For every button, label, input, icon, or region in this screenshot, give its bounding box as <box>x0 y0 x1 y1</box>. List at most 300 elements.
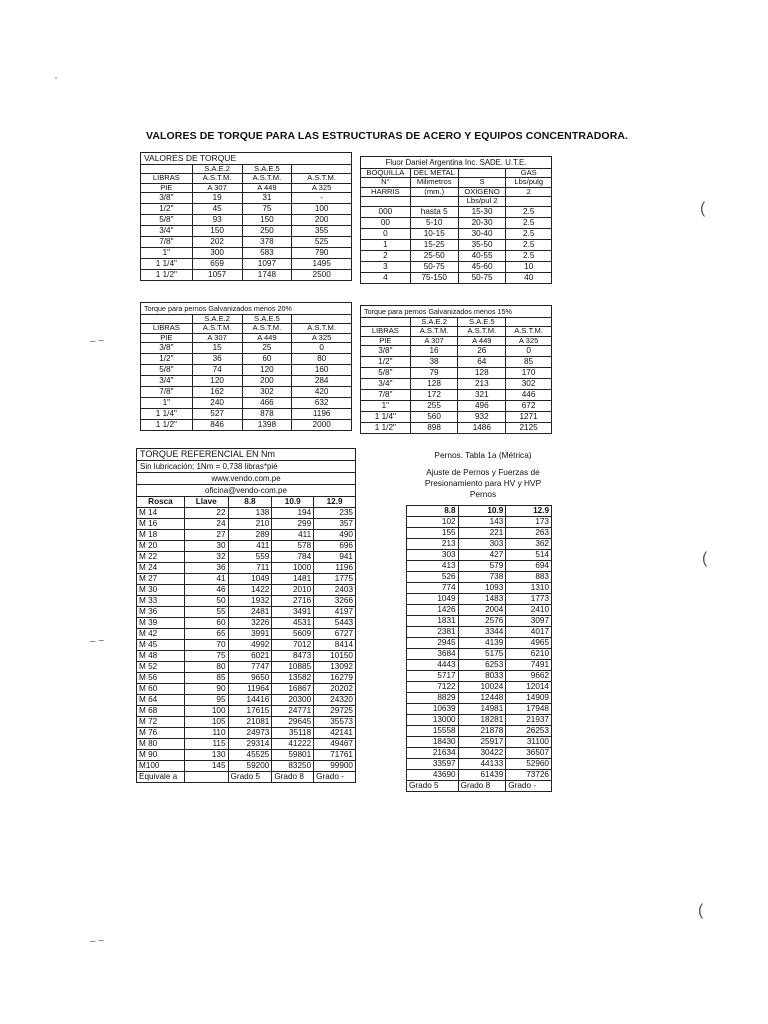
table-cell: 696 <box>314 541 356 552</box>
table-cell: 300 <box>192 248 242 259</box>
header-row <box>137 497 356 508</box>
table-row <box>137 717 356 728</box>
table-cell: 21878 <box>458 726 506 737</box>
table-row <box>407 572 552 583</box>
table-cell: 46 <box>184 585 228 596</box>
table-row <box>361 239 552 250</box>
table-cell: 74 <box>192 365 242 376</box>
table-cell: 172 <box>410 390 458 401</box>
table-cell: 55 <box>184 607 228 618</box>
table-cell: 100 <box>292 204 352 215</box>
header-cell: DEL METAL <box>410 169 458 178</box>
torque-reference-nm-table <box>136 496 356 783</box>
lubrication-note: Sin lubricación; 1Nm = 0,738 libras*pié <box>136 460 356 472</box>
header-row <box>407 506 552 517</box>
scan-dash-mark: – ~ <box>90 936 105 947</box>
table-cell: 559 <box>228 552 272 563</box>
table-cell: 130 <box>184 750 228 761</box>
header-cell: (mm.) <box>410 187 458 196</box>
table-cell: 2004 <box>458 605 506 616</box>
table-row <box>137 563 356 574</box>
table-cell: M 90 <box>137 750 185 761</box>
table-row <box>407 715 552 726</box>
email-text: oficina@vendo-com.pe <box>136 484 356 496</box>
table-cell: 579 <box>458 561 506 572</box>
table-cell: 14981 <box>458 704 506 715</box>
table-cell: 255 <box>410 401 458 412</box>
table-cell: 446 <box>506 390 552 401</box>
bolts-metric-table <box>406 505 552 792</box>
table-cell: 2500 <box>292 270 352 281</box>
table-cell: 60 <box>184 618 228 629</box>
table-caption: VALORES DE TORQUE <box>140 152 352 164</box>
table-row <box>137 651 356 662</box>
table-cell: 24771 <box>272 706 314 717</box>
header-cell: S.A.E.5 <box>242 315 292 324</box>
table-cell: 514 <box>506 550 552 561</box>
table-cell: 85 <box>184 673 228 684</box>
table-cell: 578 <box>272 541 314 552</box>
table-cell: 659 <box>192 259 242 270</box>
table-cell: 0 <box>506 346 552 357</box>
table-cell: 49467 <box>314 739 356 750</box>
table-row <box>407 759 552 770</box>
header-cell: A.S.T.M. <box>292 174 352 183</box>
table-cell: 4 <box>361 272 411 283</box>
table-row <box>407 693 552 704</box>
table-row <box>361 412 552 423</box>
footer-cell: Grado 8 <box>272 772 314 783</box>
table-cell: 4965 <box>506 638 552 649</box>
table-cell: 213 <box>407 539 459 550</box>
table-cell: 362 <box>506 539 552 550</box>
table-cell: 2403 <box>314 585 356 596</box>
table-cell: 7/8" <box>141 387 193 398</box>
header-row <box>361 178 552 187</box>
table-cell: 3684 <box>407 649 459 660</box>
table-cell: 11964 <box>228 684 272 695</box>
table-cell: 5717 <box>407 671 459 682</box>
table-cell: 25-50 <box>410 250 458 261</box>
table-cell: hasta 5 <box>410 206 458 217</box>
header-cell: A.S.T.M. <box>458 327 506 336</box>
table-cell: M 39 <box>137 618 185 629</box>
table-cell: M 36 <box>137 607 185 618</box>
table-cell: 1/2" <box>141 354 193 365</box>
table-cell: 16 <box>410 346 458 357</box>
scan-paren-mark: ( <box>702 550 708 567</box>
table-cell: 299 <box>272 519 314 530</box>
table-cell: 10024 <box>458 682 506 693</box>
table-cell: M 60 <box>137 684 185 695</box>
table-cell: 59200 <box>228 761 272 772</box>
header-row <box>361 187 552 196</box>
table-row <box>137 585 356 596</box>
header-cell: 10.9 <box>458 506 506 517</box>
table-cell: 5/8" <box>141 365 193 376</box>
table-cell: 3/4" <box>141 226 193 237</box>
table-cell: 65 <box>184 629 228 640</box>
header-cell: S.A.E.2 <box>192 165 242 174</box>
table-cell: 24973 <box>228 728 272 739</box>
table-cell: 110 <box>184 728 228 739</box>
header-cell: LIBRAS <box>361 327 411 336</box>
table-cell: 155 <box>407 528 459 539</box>
table-cell: 000 <box>361 206 411 217</box>
table-row <box>361 390 552 401</box>
table-row <box>137 640 356 651</box>
header-row <box>141 324 352 333</box>
table-cell: 16279 <box>314 673 356 684</box>
table-cell: 3991 <box>228 629 272 640</box>
table-cell: 52960 <box>506 759 552 770</box>
table-cell: 4531 <box>272 618 314 629</box>
table-cell: 25917 <box>458 737 506 748</box>
table-cell: 378 <box>242 237 292 248</box>
table-cell: M100 <box>137 761 185 772</box>
table-cell: 411 <box>228 541 272 552</box>
table-cell: 85 <box>506 357 552 368</box>
table-row <box>141 398 352 409</box>
header-cell: A 307 <box>410 336 458 345</box>
table-cell: 6727 <box>314 629 356 640</box>
table-cell: 2481 <box>228 607 272 618</box>
table-cell: M 72 <box>137 717 185 728</box>
table-cell: 1831 <box>407 616 459 627</box>
table-cell: 26 <box>458 346 506 357</box>
table-cell: 160 <box>292 365 352 376</box>
table-cell: 2.5 <box>506 239 552 250</box>
table-cell: 50-75 <box>458 272 506 283</box>
table-cell: 45-60 <box>458 261 506 272</box>
table-row <box>141 237 352 248</box>
table-cell: 526 <box>407 572 459 583</box>
table-cell: 941 <box>314 552 356 563</box>
table-cell: 15-30 <box>458 206 506 217</box>
table-cell: 29314 <box>228 739 272 750</box>
table-cell: 1 <box>361 239 411 250</box>
table-cell: 525 <box>292 237 352 248</box>
table-row <box>141 259 352 270</box>
table-cell: 1" <box>141 398 193 409</box>
table-cell: 13582 <box>272 673 314 684</box>
table-cell: 2381 <box>407 627 459 638</box>
table-cell: 10-15 <box>410 228 458 239</box>
table-cell: 18281 <box>458 715 506 726</box>
table-cell: 21081 <box>228 717 272 728</box>
footer-cell: Grado 8 <box>458 781 506 792</box>
table-cell: 2.5 <box>506 217 552 228</box>
table-cell: 883 <box>506 572 552 583</box>
table-cell: 20-30 <box>458 217 506 228</box>
footer-cell: Grado - <box>506 781 552 792</box>
header-row <box>361 327 552 336</box>
table-cell: 73726 <box>506 770 552 781</box>
header-cell: 12.9 <box>506 506 552 517</box>
table-cell: 1310 <box>506 583 552 594</box>
table-cell: 5/8" <box>141 215 193 226</box>
table-cell: 13092 <box>314 662 356 673</box>
torque-reference-nm-block <box>136 448 356 783</box>
table-cell: 35573 <box>314 717 356 728</box>
note-line: Presionamiento para HV y HVP <box>424 478 542 488</box>
footer-row <box>407 781 552 792</box>
table-row <box>141 387 352 398</box>
header-cell: 2 <box>506 187 552 196</box>
table-cell: 120 <box>242 365 292 376</box>
table-cell: 784 <box>272 552 314 563</box>
table-cell: M 18 <box>137 530 185 541</box>
table-row <box>407 561 552 572</box>
table-cell: 6210 <box>506 649 552 660</box>
table-cell: 16867 <box>272 684 314 695</box>
footer-cell: Equivale a <box>137 772 185 783</box>
table-row <box>137 552 356 563</box>
table-row <box>361 357 552 368</box>
table-cell: 19 <box>192 193 242 204</box>
table-cell: 5-10 <box>410 217 458 228</box>
table-cell: 128 <box>410 379 458 390</box>
table-cell: 1 1/4" <box>361 412 411 423</box>
header-row <box>141 174 352 183</box>
table-cell: 6253 <box>458 660 506 671</box>
table-cell: 2410 <box>506 605 552 616</box>
galvanized-20-table-block <box>140 302 352 431</box>
table-row <box>361 379 552 390</box>
bolts-table-note <box>400 450 566 500</box>
table-cell: 13000 <box>407 715 459 726</box>
table-cell: 14909 <box>506 693 552 704</box>
table-row <box>137 574 356 585</box>
table-row <box>361 423 552 434</box>
table-cell: 138 <box>228 508 272 519</box>
torque-values-table <box>140 164 352 281</box>
note-line: Pernos. Tabla 1a (Métrica) <box>434 450 532 460</box>
table-cell: 8829 <box>407 693 459 704</box>
table-cell: 2010 <box>272 585 314 596</box>
table-cell: 32 <box>184 552 228 563</box>
header-cell: A 325 <box>292 183 352 192</box>
table-row <box>361 346 552 357</box>
table-row <box>361 261 552 272</box>
table-cell: 7122 <box>407 682 459 693</box>
table-cell: M 48 <box>137 651 185 662</box>
table-row <box>407 528 552 539</box>
table-caption: Torque para pernos Galvanizados menos 20% <box>140 302 352 314</box>
header-cell <box>361 197 411 206</box>
table-cell: M 64 <box>137 695 185 706</box>
table-cell: 4017 <box>506 627 552 638</box>
table-cell: 357 <box>314 519 356 530</box>
table-row <box>141 365 352 376</box>
table-cell: 3/4" <box>141 376 193 387</box>
table-row <box>407 660 552 671</box>
table-cell: 200 <box>242 376 292 387</box>
table-cell: M 76 <box>137 728 185 739</box>
header-cell <box>410 197 458 206</box>
table-cell: 1486 <box>458 423 506 434</box>
table-cell: 41 <box>184 574 228 585</box>
table-cell: 27 <box>184 530 228 541</box>
table-cell: 21937 <box>506 715 552 726</box>
table-cell: 3/8" <box>141 193 193 204</box>
table-cell: 496 <box>458 401 506 412</box>
table-cell: 00 <box>361 217 411 228</box>
table-cell: M 22 <box>137 552 185 563</box>
table-cell: 31 <box>242 193 292 204</box>
table-cell: 1481 <box>272 574 314 585</box>
table-cell: 3097 <box>506 616 552 627</box>
table-cell: 35-50 <box>458 239 506 250</box>
table-row <box>407 583 552 594</box>
table-cell: 284 <box>292 376 352 387</box>
header-cell: GAS <box>506 169 552 178</box>
table-cell: 50-75 <box>410 261 458 272</box>
table-row <box>137 662 356 673</box>
table-cell: M 42 <box>137 629 185 640</box>
table-cell: 1775 <box>314 574 356 585</box>
table-cell: 90 <box>184 684 228 695</box>
header-cell: S <box>458 178 506 187</box>
table-cell: 71761 <box>314 750 356 761</box>
header-cell: A.S.T.M. <box>192 324 242 333</box>
table-cell: 221 <box>458 528 506 539</box>
table-row <box>141 270 352 281</box>
page-title: VALORES DE TORQUE PARA LAS ESTRUCTURAS DE ACERO Y EQUIPOS CONCENTRADORA. <box>146 130 629 142</box>
table-cell: 711 <box>228 563 272 574</box>
table-cell: 45525 <box>228 750 272 761</box>
table-cell: 100 <box>184 706 228 717</box>
table-cell: 560 <box>410 412 458 423</box>
table-row <box>141 193 352 204</box>
table-row <box>137 607 356 618</box>
table-row <box>361 368 552 379</box>
galvanized-20-table <box>140 314 352 431</box>
table-cell: 75-150 <box>410 272 458 283</box>
table-cell: 2716 <box>272 596 314 607</box>
table-cell: 7/8" <box>141 237 193 248</box>
table-cell: 36 <box>184 563 228 574</box>
table-cell: 0 <box>361 228 411 239</box>
table-cell: 1422 <box>228 585 272 596</box>
table-row <box>137 761 356 772</box>
table-cell: 21634 <box>407 748 459 759</box>
table-cell: M 30 <box>137 585 185 596</box>
table-row <box>137 739 356 750</box>
table-cell: 64 <box>458 357 506 368</box>
table-cell: 12014 <box>506 682 552 693</box>
header-cell: A 449 <box>242 333 292 342</box>
footer-cell: Grado 5 <box>228 772 272 783</box>
table-cell: 2.5 <box>506 228 552 239</box>
table-cell: 1773 <box>506 594 552 605</box>
table-row <box>137 684 356 695</box>
table-cell: 632 <box>292 398 352 409</box>
scan-dash-mark: – ~ <box>90 636 105 647</box>
table-cell: 29645 <box>272 717 314 728</box>
table-row <box>137 629 356 640</box>
table-row <box>407 594 552 605</box>
table-cell: 2 <box>361 250 411 261</box>
header-cell: 12.9 <box>314 497 356 508</box>
table-cell: M 14 <box>137 508 185 519</box>
table-cell: 42141 <box>314 728 356 739</box>
table-cell: 240 <box>192 398 242 409</box>
table-cell: 1426 <box>407 605 459 616</box>
table-caption: TORQUE REFERENCIAL EN Nm <box>136 448 356 460</box>
table-row <box>141 215 352 226</box>
table-cell: 5175 <box>458 649 506 660</box>
table-cell: 5/8" <box>361 368 411 379</box>
table-cell: 9650 <box>228 673 272 684</box>
table-cell: 3/4" <box>361 379 411 390</box>
table-row <box>407 748 552 759</box>
table-cell: M 68 <box>137 706 185 717</box>
table-cell: 898 <box>410 423 458 434</box>
table-row <box>361 217 552 228</box>
table-cell: 2.5 <box>506 206 552 217</box>
table-cell: 263 <box>506 528 552 539</box>
table-cell: 8473 <box>272 651 314 662</box>
header-cell: Rosca <box>137 497 185 508</box>
header-cell: A.S.T.M. <box>192 174 242 183</box>
header-cell: 8.8 <box>228 497 272 508</box>
table-row <box>141 354 352 365</box>
table-cell: 7012 <box>272 640 314 651</box>
table-cell: 170 <box>506 368 552 379</box>
table-cell: 1" <box>141 248 193 259</box>
table-caption: Torque para pernos Galvanizados menos 15% <box>360 305 552 317</box>
table-row <box>407 682 552 693</box>
table-cell: 150 <box>192 226 242 237</box>
header-cell: A 325 <box>292 333 352 342</box>
table-row <box>141 343 352 354</box>
header-cell: Lbs/pulg <box>506 178 552 187</box>
table-row <box>137 530 356 541</box>
table-row <box>407 704 552 715</box>
table-cell: 194 <box>272 508 314 519</box>
table-cell: 10 <box>506 261 552 272</box>
table-cell: 694 <box>506 561 552 572</box>
header-cell: BOQUILLA <box>361 169 411 178</box>
table-cell: 61439 <box>458 770 506 781</box>
table-cell: 289 <box>228 530 272 541</box>
table-cell: M 45 <box>137 640 185 651</box>
table-cell: 9662 <box>506 671 552 682</box>
table-cell: 303 <box>458 539 506 550</box>
table-cell: 20202 <box>314 684 356 695</box>
table-cell: 120 <box>192 376 242 387</box>
table-cell: 303 <box>407 550 459 561</box>
header-cell: A 449 <box>458 336 506 345</box>
table-cell: 490 <box>314 530 356 541</box>
table-cell: M 27 <box>137 574 185 585</box>
table-cell: 128 <box>458 368 506 379</box>
table-cell: 45 <box>192 204 242 215</box>
table-row <box>137 618 356 629</box>
table-cell: 1196 <box>292 409 352 420</box>
table-cell: 2945 <box>407 638 459 649</box>
table-cell: 115 <box>184 739 228 750</box>
header-cell: PIE <box>361 336 411 345</box>
table-cell: 1 1/2" <box>141 420 193 431</box>
table-cell: 24 <box>184 519 228 530</box>
table-row <box>407 627 552 638</box>
header-row <box>141 333 352 342</box>
table-row <box>361 401 552 412</box>
table-cell: 302 <box>242 387 292 398</box>
table-cell: 20300 <box>272 695 314 706</box>
